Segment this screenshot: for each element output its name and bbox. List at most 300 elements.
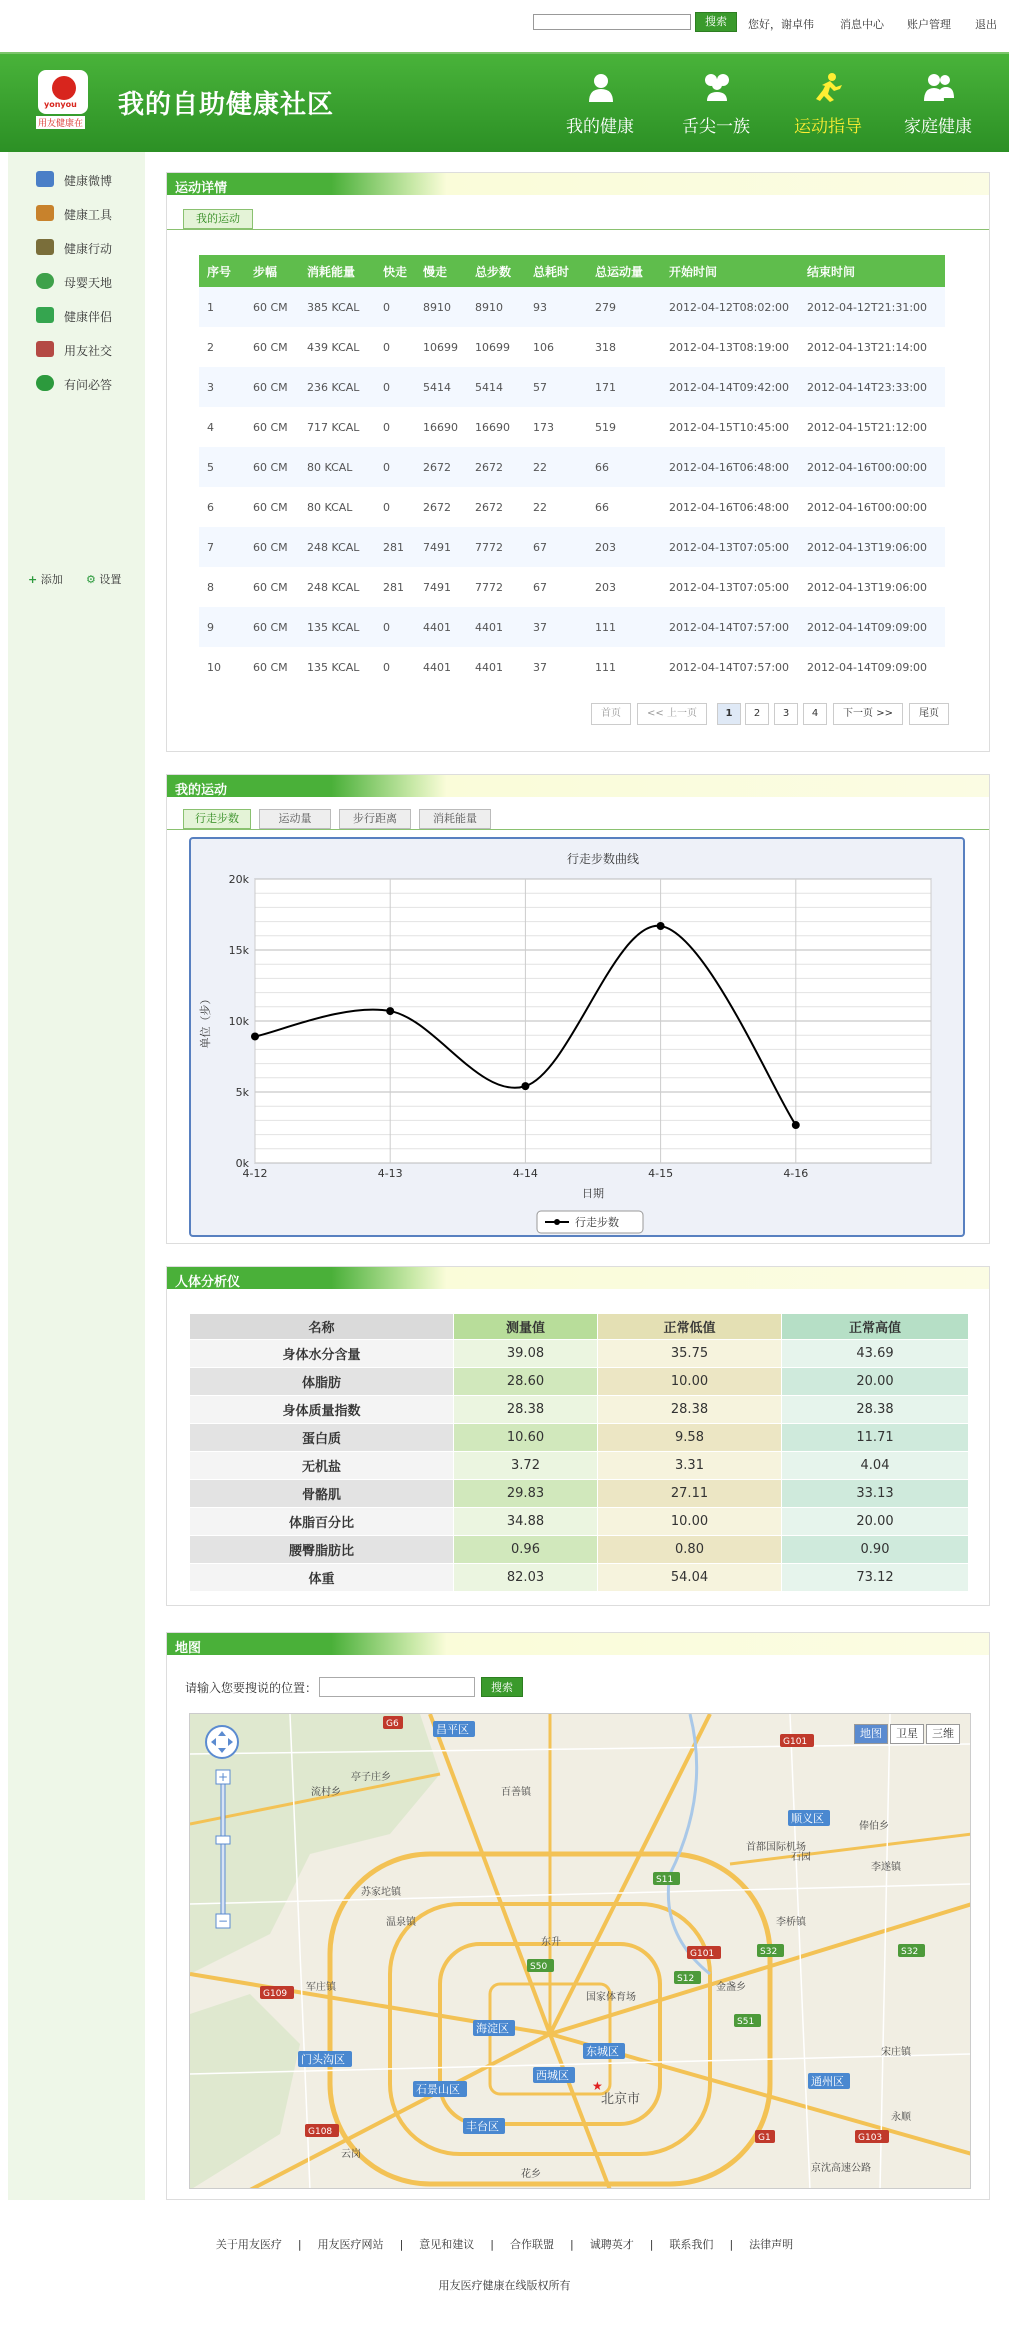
sidebar [8,152,145,2200]
road-code-label: G101 [690,1949,715,1959]
table-cell: 腰臀脂肪比 [190,1536,454,1564]
footer-links [0,2236,1009,2252]
table-cell: 385 KCAL [299,287,375,327]
table-cell: 7772 [467,567,525,607]
table-cell: 2012-04-16T00:00:00 [799,447,945,487]
road-code-label: G103 [858,2133,883,2143]
map-panel [166,1632,990,2200]
table-cell: 519 [587,407,661,447]
table-cell: 2012-04-14T07:57:00 [661,647,799,687]
table-row [199,327,945,367]
pager-page-1[interactable]: 1 [717,703,741,725]
table-cell: 2012-04-13T19:06:00 [799,567,945,607]
table-cell: 28.60 [454,1368,598,1396]
table-cell: 0 [375,287,415,327]
top-search-button[interactable]: 搜索 [695,12,737,32]
map-place-label: 百善镇 [501,1787,531,1798]
map-place-label: 丰台区 [466,2120,499,2133]
table-cell: 28.38 [454,1396,598,1424]
column-header: 名称 [190,1314,454,1340]
map-place-label: 北京市 [601,2092,641,2107]
table-row [190,1340,969,1368]
family-icon [924,72,954,102]
table-cell: 2012-04-12T21:31:00 [799,287,945,327]
logout-link[interactable]: 退出 [975,18,997,31]
column-header: 快走 [375,255,415,287]
column-header: 总耗时 [525,255,587,287]
pan-icon[interactable] [206,1726,238,1758]
table-cell: 2672 [467,487,525,527]
pager [591,703,991,727]
zoom-slider-track[interactable] [221,1784,225,1914]
map-place-label: 军庄镇 [306,1982,336,1993]
footer-link[interactable]: 合作联盟 [510,2238,554,2251]
table-cell: 60 CM [245,407,299,447]
minus-glyph: − [217,1914,229,1928]
table-cell: 67 [525,527,587,567]
map-place-label: 金盏乡 [716,1982,746,1993]
map-place-label: 西城区 [536,2069,569,2082]
map-place-label: 门头沟区 [301,2053,345,2066]
tab-sport-amount[interactable]: 运动量 [259,809,331,829]
table-cell: 0 [375,447,415,487]
body-analysis-table [189,1313,969,1592]
road-code-label: G101 [783,1737,808,1747]
map-place-label: 李遂镇 [871,1862,901,1873]
map-place-label: 东升 [541,1937,561,1948]
tab-divider [167,829,989,830]
panel-title: 地图 [175,1641,202,1656]
table-row [199,287,945,327]
table-header-row [199,255,945,287]
table-row [190,1536,969,1564]
map-place-label: 苏家坨镇 [361,1887,401,1898]
baby-icon [36,273,54,289]
table-cell: 2672 [415,447,467,487]
tab-steps[interactable]: 行走步数 [183,809,251,829]
table-cell: 248 KCAL [299,527,375,567]
nav-label: 家庭健康 [904,117,972,137]
table-cell: 20.00 [782,1368,969,1396]
tab-energy[interactable]: 消耗能量 [419,809,491,829]
nav-label: 运动指导 [794,117,862,137]
table-cell: 2012-04-16T06:48:00 [661,487,799,527]
table-cell: 281 [375,567,415,607]
table-cell: 2012-04-14T23:33:00 [799,367,945,407]
table-cell: 11.71 [782,1424,969,1452]
table-cell: 0 [375,367,415,407]
table-cell: 4.04 [782,1452,969,1480]
map-terrain [190,1994,300,2189]
table-row [190,1508,969,1536]
table-cell: 22 [525,447,587,487]
plus-glyph: + [217,1770,229,1784]
nav-my-health[interactable] [550,54,650,154]
tab-my-sport[interactable]: 我的运动 [183,209,253,229]
y-tick-label: 0k [235,1157,249,1170]
table-cell: 2012-04-13T19:06:00 [799,527,945,567]
table-cell: 43.69 [782,1340,969,1368]
pager-next-button[interactable]: 下一页 >> [833,703,903,725]
column-header: 序号 [199,255,245,287]
table-cell: 2012-04-14T09:09:00 [799,607,945,647]
table-cell: 0 [375,487,415,527]
sidebar-item-label: 有问必答 [64,378,113,392]
table-cell: 717 KCAL [299,407,375,447]
table-cell: 82.03 [454,1564,598,1592]
sidebar-settings-link[interactable] [86,571,121,587]
table-cell: 37 [525,607,587,647]
map-place-label: 国家体育场 [586,1992,636,2003]
road-code-label: S50 [530,1962,548,1972]
table-cell: 60 CM [245,287,299,327]
map-place-label: 石园 [791,1852,811,1863]
partner-icon [36,307,54,323]
table-row [199,607,945,647]
table-row [199,567,945,607]
data-point [521,1082,529,1090]
map-place-label: 首都国际机场 [746,1842,806,1853]
map-place-label: 云岗 [341,2149,361,2160]
column-header: 开始时间 [661,255,799,287]
road-code-label: G6 [386,1719,399,1729]
person-icon [586,72,616,102]
table-cell: 8 [199,567,245,607]
table-cell: 10 [199,647,245,687]
footer-copyright: 用友医疗健康在线版权所有 [438,2279,571,2292]
table-cell: 3.31 [598,1452,782,1480]
column-header: 步幅 [245,255,299,287]
table-cell: 5414 [415,367,467,407]
map-place-label: 宋庄镇 [881,2047,911,2058]
table-cell: 4401 [467,647,525,687]
table-cell: 66 [587,487,661,527]
table-cell: 5414 [467,367,525,407]
table-cell: 35.75 [598,1340,782,1368]
steps-chart-box [189,837,965,1237]
table-cell: 2012-04-15T21:12:00 [799,407,945,447]
my-sport-panel [166,774,990,1244]
table-cell: 7491 [415,527,467,567]
table-row [190,1480,969,1508]
footer-link[interactable]: 用友医疗网站 [317,2238,384,2251]
table-cell: 2012-04-15T10:45:00 [661,407,799,447]
table-cell: 2012-04-16T06:48:00 [661,447,799,487]
footer-separator: | [570,2238,574,2251]
column-header: 消耗能量 [299,255,375,287]
map-place-label: 海淀区 [476,2022,509,2035]
table-row [199,487,945,527]
table-cell: 2012-04-13T08:19:00 [661,327,799,367]
nav-sport-guide[interactable] [778,54,878,154]
data-point [657,922,665,930]
table-cell: 2012-04-12T08:02:00 [661,287,799,327]
table-cell: 2672 [415,487,467,527]
table-cell: 37 [525,647,587,687]
column-header: 正常高值 [782,1314,969,1340]
table-cell: 39.08 [454,1340,598,1368]
runner-icon [814,72,844,102]
y-axis-label: 单位（步） [199,993,212,1049]
map-place-label: 石景山区 [416,2083,460,2096]
footer-link[interactable]: 关于用友医疗 [215,2238,282,2251]
capital-star-icon: ★ [592,2079,603,2093]
column-header: 总运动量 [587,255,661,287]
steps-line-chart [191,839,963,1235]
table-cell: 2012-04-16T00:00:00 [799,487,945,527]
logo-word: yonyou [44,100,77,109]
table-cell: 203 [587,527,661,567]
table-cell: 2012-04-14T07:57:00 [661,607,799,647]
road-code-label: S12 [677,1974,695,1984]
account-link[interactable]: 账户管理 [907,18,951,31]
sidebar-item-label: 健康微博 [64,174,113,188]
table-cell: 60 CM [245,567,299,607]
sidebar-item-label: 健康工具 [64,208,113,222]
map-view[interactable] [189,1713,971,2189]
table-cell: 60 CM [245,327,299,367]
top-search-input[interactable] [533,14,691,30]
table-cell: 蛋白质 [190,1424,454,1452]
column-header: 结束时间 [799,255,945,287]
table-cell: 439 KCAL [299,327,375,367]
table-cell: 173 [525,407,587,447]
table-cell: 10.00 [598,1368,782,1396]
table-row [199,367,945,407]
table-cell: 2012-04-13T21:14:00 [799,327,945,367]
data-point [386,1007,394,1015]
map-place-label: 顺义区 [791,1812,824,1825]
map-type-3d[interactable]: 三维 [926,1724,960,1744]
table-cell: 279 [587,287,661,327]
table-cell: 3 [199,367,245,407]
logo[interactable] [36,68,92,130]
table-row [190,1452,969,1480]
panel-title: 我的运动 [175,783,228,798]
pager-first-button[interactable]: 首页 [591,703,631,725]
table-cell: 身体质量指数 [190,1396,454,1424]
social-icon [36,341,54,357]
y-tick-label: 10k [228,1015,249,1028]
table-row [199,407,945,447]
sport-table-body [199,287,945,687]
panel-header [167,1633,989,1655]
map-place-label: 李桥镇 [776,1917,806,1928]
panel-header [167,775,989,797]
table-cell: 7 [199,527,245,567]
table-cell: 9.58 [598,1424,782,1452]
settings-label: 设置 [99,573,122,586]
footer-link[interactable]: 意见和建议 [419,2238,475,2251]
table-row [190,1424,969,1452]
data-point [792,1121,800,1129]
column-header: 慢走 [415,255,467,287]
sidebar-item-label: 健康行动 [64,242,113,256]
table-cell: 33.13 [782,1480,969,1508]
y-tick-label: 20k [228,873,249,886]
zoom-slider-handle[interactable] [216,1836,230,1844]
map-place-label: 温泉镇 [386,1917,416,1928]
table-cell: 0.80 [598,1536,782,1564]
table-cell: 54.04 [598,1564,782,1592]
table-cell: 60 CM [245,487,299,527]
map-highway [430,1714,550,2034]
table-cell: 171 [587,367,661,407]
greeting-text: 您好，谢卓伟 [748,18,814,31]
table-row [199,527,945,567]
map-canvas[interactable] [190,1714,971,2189]
footer-link[interactable]: 联系我们 [669,2238,714,2251]
weibo-icon [36,171,54,187]
footer-separator: | [729,2238,734,2251]
map-highway [550,1904,971,2034]
nav-label: 舌尖一族 [682,117,750,137]
table-cell: 93 [525,287,587,327]
table-cell: 2 [199,327,245,367]
table-header-row [190,1314,969,1340]
data-point [251,1032,259,1040]
site-title: 我的自助健康社区 [118,90,335,120]
table-cell: 身体水分含量 [190,1340,454,1368]
map-place-label: 京沈高速公路 [811,2163,871,2174]
action-icon [36,239,54,255]
table-cell: 281 [375,527,415,567]
table-cell: 体脂百分比 [190,1508,454,1536]
table-cell: 4401 [467,607,525,647]
table-row [199,447,945,487]
table-cell: 2012-04-14T09:09:00 [799,647,945,687]
message-center-link[interactable]: 消息中心 [840,18,884,31]
pager-page-4[interactable]: 4 [803,703,827,725]
table-cell: 28.38 [598,1396,782,1424]
map-place-label: 俸伯乡 [859,1821,889,1832]
table-cell: 3.72 [454,1452,598,1480]
table-cell: 8910 [467,287,525,327]
map-type-map[interactable]: 地图 [854,1724,888,1744]
table-row [190,1396,969,1424]
table-cell: 8910 [415,287,467,327]
table-cell: 73.12 [782,1564,969,1592]
table-cell: 66 [587,447,661,487]
road-code-label: S32 [901,1947,919,1957]
panel-header [167,173,989,195]
table-row [190,1368,969,1396]
road-code-label: G109 [263,1989,288,1999]
table-cell: 7772 [467,527,525,567]
footer-separator: | [399,2238,404,2251]
footer-separator: | [490,2238,494,2251]
table-cell: 135 KCAL [299,647,375,687]
table-cell: 体脂肪 [190,1368,454,1396]
table-cell: 5 [199,447,245,487]
y-tick-label: 15k [228,944,249,957]
table-cell: 0 [375,327,415,367]
table-cell: 2012-04-13T07:05:00 [661,567,799,607]
table-cell: 10699 [415,327,467,367]
table-cell: 16690 [467,407,525,447]
column-header: 正常低值 [598,1314,782,1340]
table-cell: 111 [587,607,661,647]
pager-page-2[interactable]: 2 [745,703,769,725]
table-cell: 0 [375,407,415,447]
x-tick-label: 4-16 [783,1167,809,1180]
chart-title: 行走步数曲线 [566,852,640,866]
header [0,52,1009,152]
nav-label: 我的健康 [566,117,634,137]
top-bar [0,0,1009,50]
nav-food[interactable] [666,54,766,154]
plus-icon: + [28,573,38,586]
table-cell: 4401 [415,647,467,687]
table-cell: 22 [525,487,587,527]
panel-title: 运动详情 [175,181,228,196]
legend-label: 行走步数 [575,1216,619,1229]
tab-divider [167,229,989,230]
logo-mark-icon [52,76,76,100]
nav-family-health[interactable] [888,54,988,154]
pager-last-button[interactable]: 尾页 [909,703,949,725]
table-cell: 29.83 [454,1480,598,1508]
map-search-button[interactable]: 搜索 [481,1677,523,1697]
qa-icon [36,375,54,391]
body-analysis-panel [166,1266,990,1606]
road-code-label: S51 [737,2017,755,2027]
footer-separator: | [297,2238,302,2251]
map-type-satellite[interactable]: 卫星 [890,1724,924,1744]
road-code-label: G1 [758,2133,771,2143]
table-cell: 203 [587,567,661,607]
map-search-label: 请输入您要搜说的位置： [185,1681,318,1695]
column-header: 总步数 [467,255,525,287]
sidebar-add-link[interactable] [28,571,63,587]
map-pan-control[interactable] [206,1726,238,1758]
table-row [199,647,945,687]
logo-badge [38,70,88,114]
x-tick-label: 4-13 [377,1167,403,1180]
tab-walk-distance[interactable]: 步行距离 [339,809,411,829]
footer-link[interactable]: 诚聘英才 [589,2238,634,2251]
sidebar-item-label: 用友社交 [64,344,113,358]
road-code-label: G108 [308,2127,333,2137]
table-cell: 28.38 [782,1396,969,1424]
table-cell: 7491 [415,567,467,607]
table-cell: 2012-04-13T07:05:00 [661,527,799,567]
table-cell: 60 CM [245,367,299,407]
table-cell: 0 [375,607,415,647]
table-cell: 20.00 [782,1508,969,1536]
table-cell: 9 [199,607,245,647]
table-cell: 体重 [190,1564,454,1592]
table-cell: 318 [587,327,661,367]
table-cell: 236 KCAL [299,367,375,407]
footer-link[interactable]: 法律声明 [749,2238,794,2251]
table-cell: 10.60 [454,1424,598,1452]
table-cell: 111 [587,647,661,687]
table-cell: 4401 [415,607,467,647]
map-search-input[interactable] [319,1677,475,1697]
map-place-label: 昌平区 [436,1723,469,1736]
table-cell: 2672 [467,447,525,487]
pager-prev-button[interactable]: << 上一页 [637,703,707,725]
pager-page-3[interactable]: 3 [774,703,798,725]
table-cell: 60 CM [245,527,299,567]
column-header: 测量值 [454,1314,598,1340]
table-cell: 0.96 [454,1536,598,1564]
table-cell: 60 CM [245,647,299,687]
y-tick-label: 5k [235,1086,249,1099]
footer-separator: | [649,2238,654,2251]
table-cell: 27.11 [598,1480,782,1508]
